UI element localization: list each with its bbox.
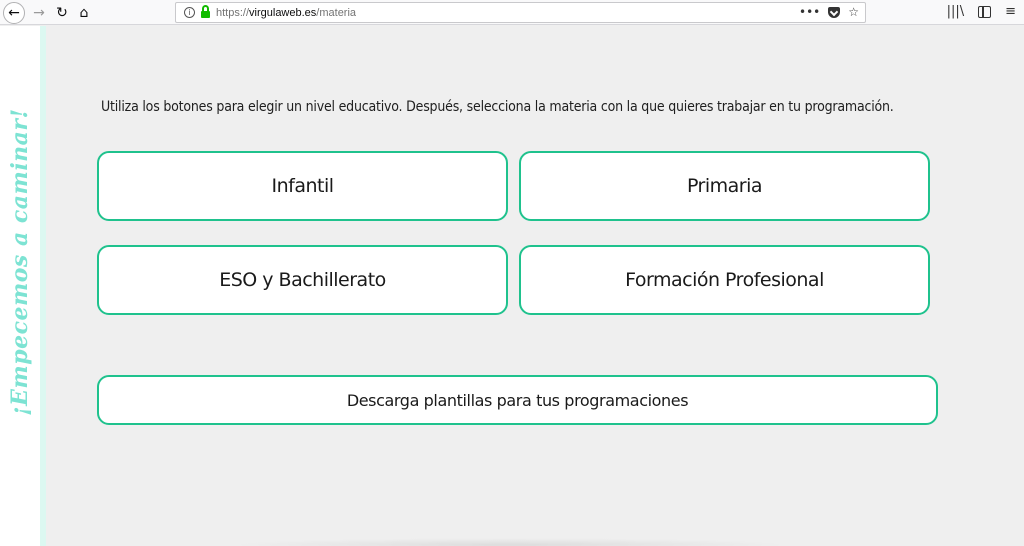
level-button-formacion-profesional[interactable] — [519, 245, 930, 315]
level-button-eso-bachillerato[interactable] — [97, 245, 508, 315]
level-button-label: Formación Profesional — [625, 269, 824, 291]
level-button-primaria[interactable] — [519, 151, 930, 221]
more-icon[interactable]: ••• — [799, 5, 821, 19]
bookmark-star-icon[interactable]: ☆ — [848, 5, 859, 19]
url-actions — [799, 5, 859, 19]
library-icon[interactable]: |||\ — [946, 4, 965, 19]
instructions-text: Utiliza los botones para elegir un nivel educativo. Después, selecciona la materia con la que quieres trabajar en tu programación. — [101, 99, 894, 115]
pocket-icon[interactable] — [828, 7, 840, 18]
right-tools — [947, 4, 1016, 19]
reload-icon[interactable]: ↻ — [56, 5, 68, 21]
url-scheme: https:// — [216, 6, 250, 19]
page-content — [0, 26, 1024, 546]
info-icon[interactable]: i — [184, 7, 195, 18]
download-templates-label: Descarga plantillas para tus programaciones — [346, 390, 689, 410]
menu-icon[interactable]: ≡ — [1005, 4, 1016, 19]
forward-arrow-icon[interactable]: → — [33, 5, 45, 21]
mint-strip — [40, 26, 46, 546]
level-button-infantil[interactable] — [97, 151, 508, 221]
level-button-label: Infantil — [271, 175, 334, 197]
lock-icon — [201, 8, 210, 18]
level-button-label: Primaria — [686, 175, 763, 197]
url-path: /materia — [316, 6, 357, 19]
sidebar-toggle-icon[interactable] — [978, 6, 991, 18]
url-bar[interactable] — [175, 2, 866, 23]
url-domain: virgulaweb.es — [249, 6, 317, 19]
back-arrow-icon[interactable]: ← — [3, 2, 25, 24]
bottom-shadow — [230, 538, 790, 546]
home-icon[interactable]: ⌂ — [79, 5, 89, 21]
slogan: ¡Empecemos a caminar! — [7, 108, 33, 416]
download-templates-button[interactable] — [97, 375, 938, 425]
level-button-label: ESO y Bachillerato — [219, 269, 386, 291]
browser-toolbar — [0, 0, 1024, 25]
